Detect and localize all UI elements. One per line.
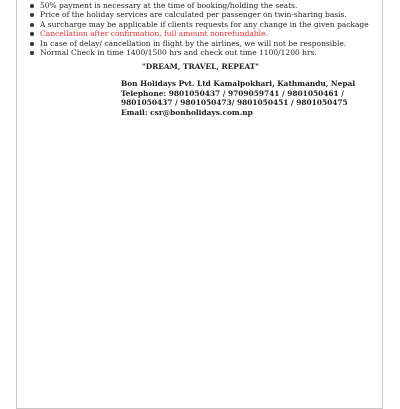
slogan: "DREAM, TRAVEL, REPEAT" [141, 62, 260, 71]
bullet-icon [30, 13, 34, 17]
term-item-cancellation [27, 29, 377, 38]
telephone-line: Telephone: 9801050437 / 9709059741 / 9801050461 / [121, 88, 344, 98]
term-item [27, 39, 377, 48]
telephone-line-continued: 9801050437 / 9801050473/ 9801050451 / 9801050475 [121, 98, 348, 108]
term-item [27, 20, 377, 29]
term-text: 50% payment is necessary at the time of booking/holding the seats. [40, 1, 298, 10]
term-item [27, 1, 377, 10]
term-item [27, 48, 377, 57]
term-item [27, 10, 377, 19]
term-text: Normal Check in time 1400/1500 hrs and check out time 1100/1200 hrs. [40, 48, 317, 58]
bullet-icon [30, 42, 34, 46]
bullet-icon [30, 32, 34, 36]
term-text: Cancellation after confirmation, full amount nonrefundable. [40, 29, 268, 39]
bullet-icon [30, 51, 34, 55]
term-text: In case of delay/ cancellation in flight by the airlines, we will not be responsible. [40, 38, 347, 48]
bullet-icon [30, 4, 34, 8]
bullet-icon [30, 23, 34, 27]
term-text: A surcharge may be applicable if clients requests for any change in the given package [40, 19, 369, 29]
term-text: Price of the holiday services are calculated per passenger on twin-sharing basis. [40, 10, 347, 20]
document-page [16, 0, 383, 409]
company-address: Bon Holidays Pvt. Ltd Kamalpokhari, Kathmandu, Nepal [121, 79, 356, 88]
terms-list [27, 1, 377, 57]
contact-block [121, 79, 371, 117]
email-line: Email: csr@bonholidays.com.np [121, 107, 253, 117]
